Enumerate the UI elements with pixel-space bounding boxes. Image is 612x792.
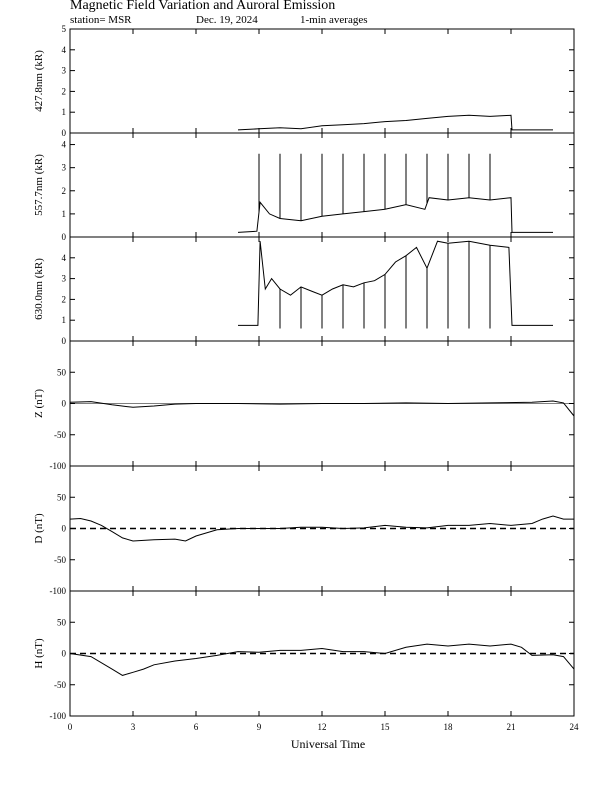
y-axis-label: 427.8nm (kR): [33, 50, 45, 112]
y-tick-label: 2: [61, 185, 66, 196]
y-tick-label: 5: [61, 24, 66, 34]
y-tick-label: 0: [61, 398, 66, 409]
y-tick-label: 50: [57, 492, 66, 503]
y-tick-label: 2: [61, 86, 66, 97]
series-line: [238, 198, 553, 233]
x-axis-label: Universal Time: [290, 737, 366, 751]
station-label: station= MSR: [70, 14, 132, 26]
y-tick-label: 3: [61, 162, 66, 173]
y-tick-label: -100: [49, 711, 66, 721]
y-tick-label: -50: [54, 554, 66, 565]
y-axis-label: 630.0nm (kR): [33, 258, 45, 320]
series-line: [238, 115, 553, 130]
y-tick-label: 0: [61, 336, 66, 346]
y-axis-label: D (nT): [33, 513, 45, 544]
y-tick-label: 1: [61, 208, 66, 219]
y-tick-label: 4: [61, 252, 66, 263]
y-tick-label: 0: [61, 523, 66, 534]
panel-frame: [70, 29, 574, 133]
x-tick-label: 12: [317, 722, 327, 732]
y-tick-label: 0: [61, 128, 66, 138]
y-tick-label: 0: [61, 648, 66, 659]
date-label: Dec. 19, 2024: [196, 14, 258, 26]
x-tick-label: 18: [443, 722, 453, 732]
averaging-label: 1-min averages: [300, 14, 368, 26]
y-axis-label: Z (nT): [33, 388, 45, 419]
x-tick-label: 15: [380, 722, 390, 732]
y-axis-label: H (nT): [33, 638, 45, 669]
y-tick-label: 50: [57, 367, 66, 378]
x-tick-label: 21: [506, 722, 516, 732]
y-tick-label: 50: [57, 617, 66, 628]
y-tick-label: 2: [61, 294, 66, 305]
x-tick-label: 0: [67, 722, 73, 732]
x-tick-label: 9: [256, 722, 262, 732]
y-tick-label: 1: [61, 315, 66, 326]
y-tick-label: 4: [61, 139, 66, 150]
y-tick-label: -100: [49, 461, 66, 471]
y-axis-label: 557.7nm (kR): [33, 154, 45, 216]
x-tick-label: 6: [193, 722, 199, 732]
y-tick-label: -100: [49, 586, 66, 596]
y-tick-label: 3: [61, 273, 66, 284]
y-tick-label: 0: [61, 232, 66, 242]
x-tick-label: 24: [569, 722, 579, 732]
series-line: [70, 644, 574, 675]
series-line: [238, 241, 553, 325]
x-tick-label: 3: [130, 722, 136, 732]
y-tick-label: 4: [61, 44, 66, 55]
y-tick-label: -50: [54, 679, 66, 690]
y-tick-label: 1: [61, 107, 66, 118]
y-tick-label: -50: [54, 429, 66, 440]
y-tick-label: 3: [61, 65, 66, 76]
chart-title: Magnetic Field Variation and Auroral Emission: [70, 0, 336, 13]
